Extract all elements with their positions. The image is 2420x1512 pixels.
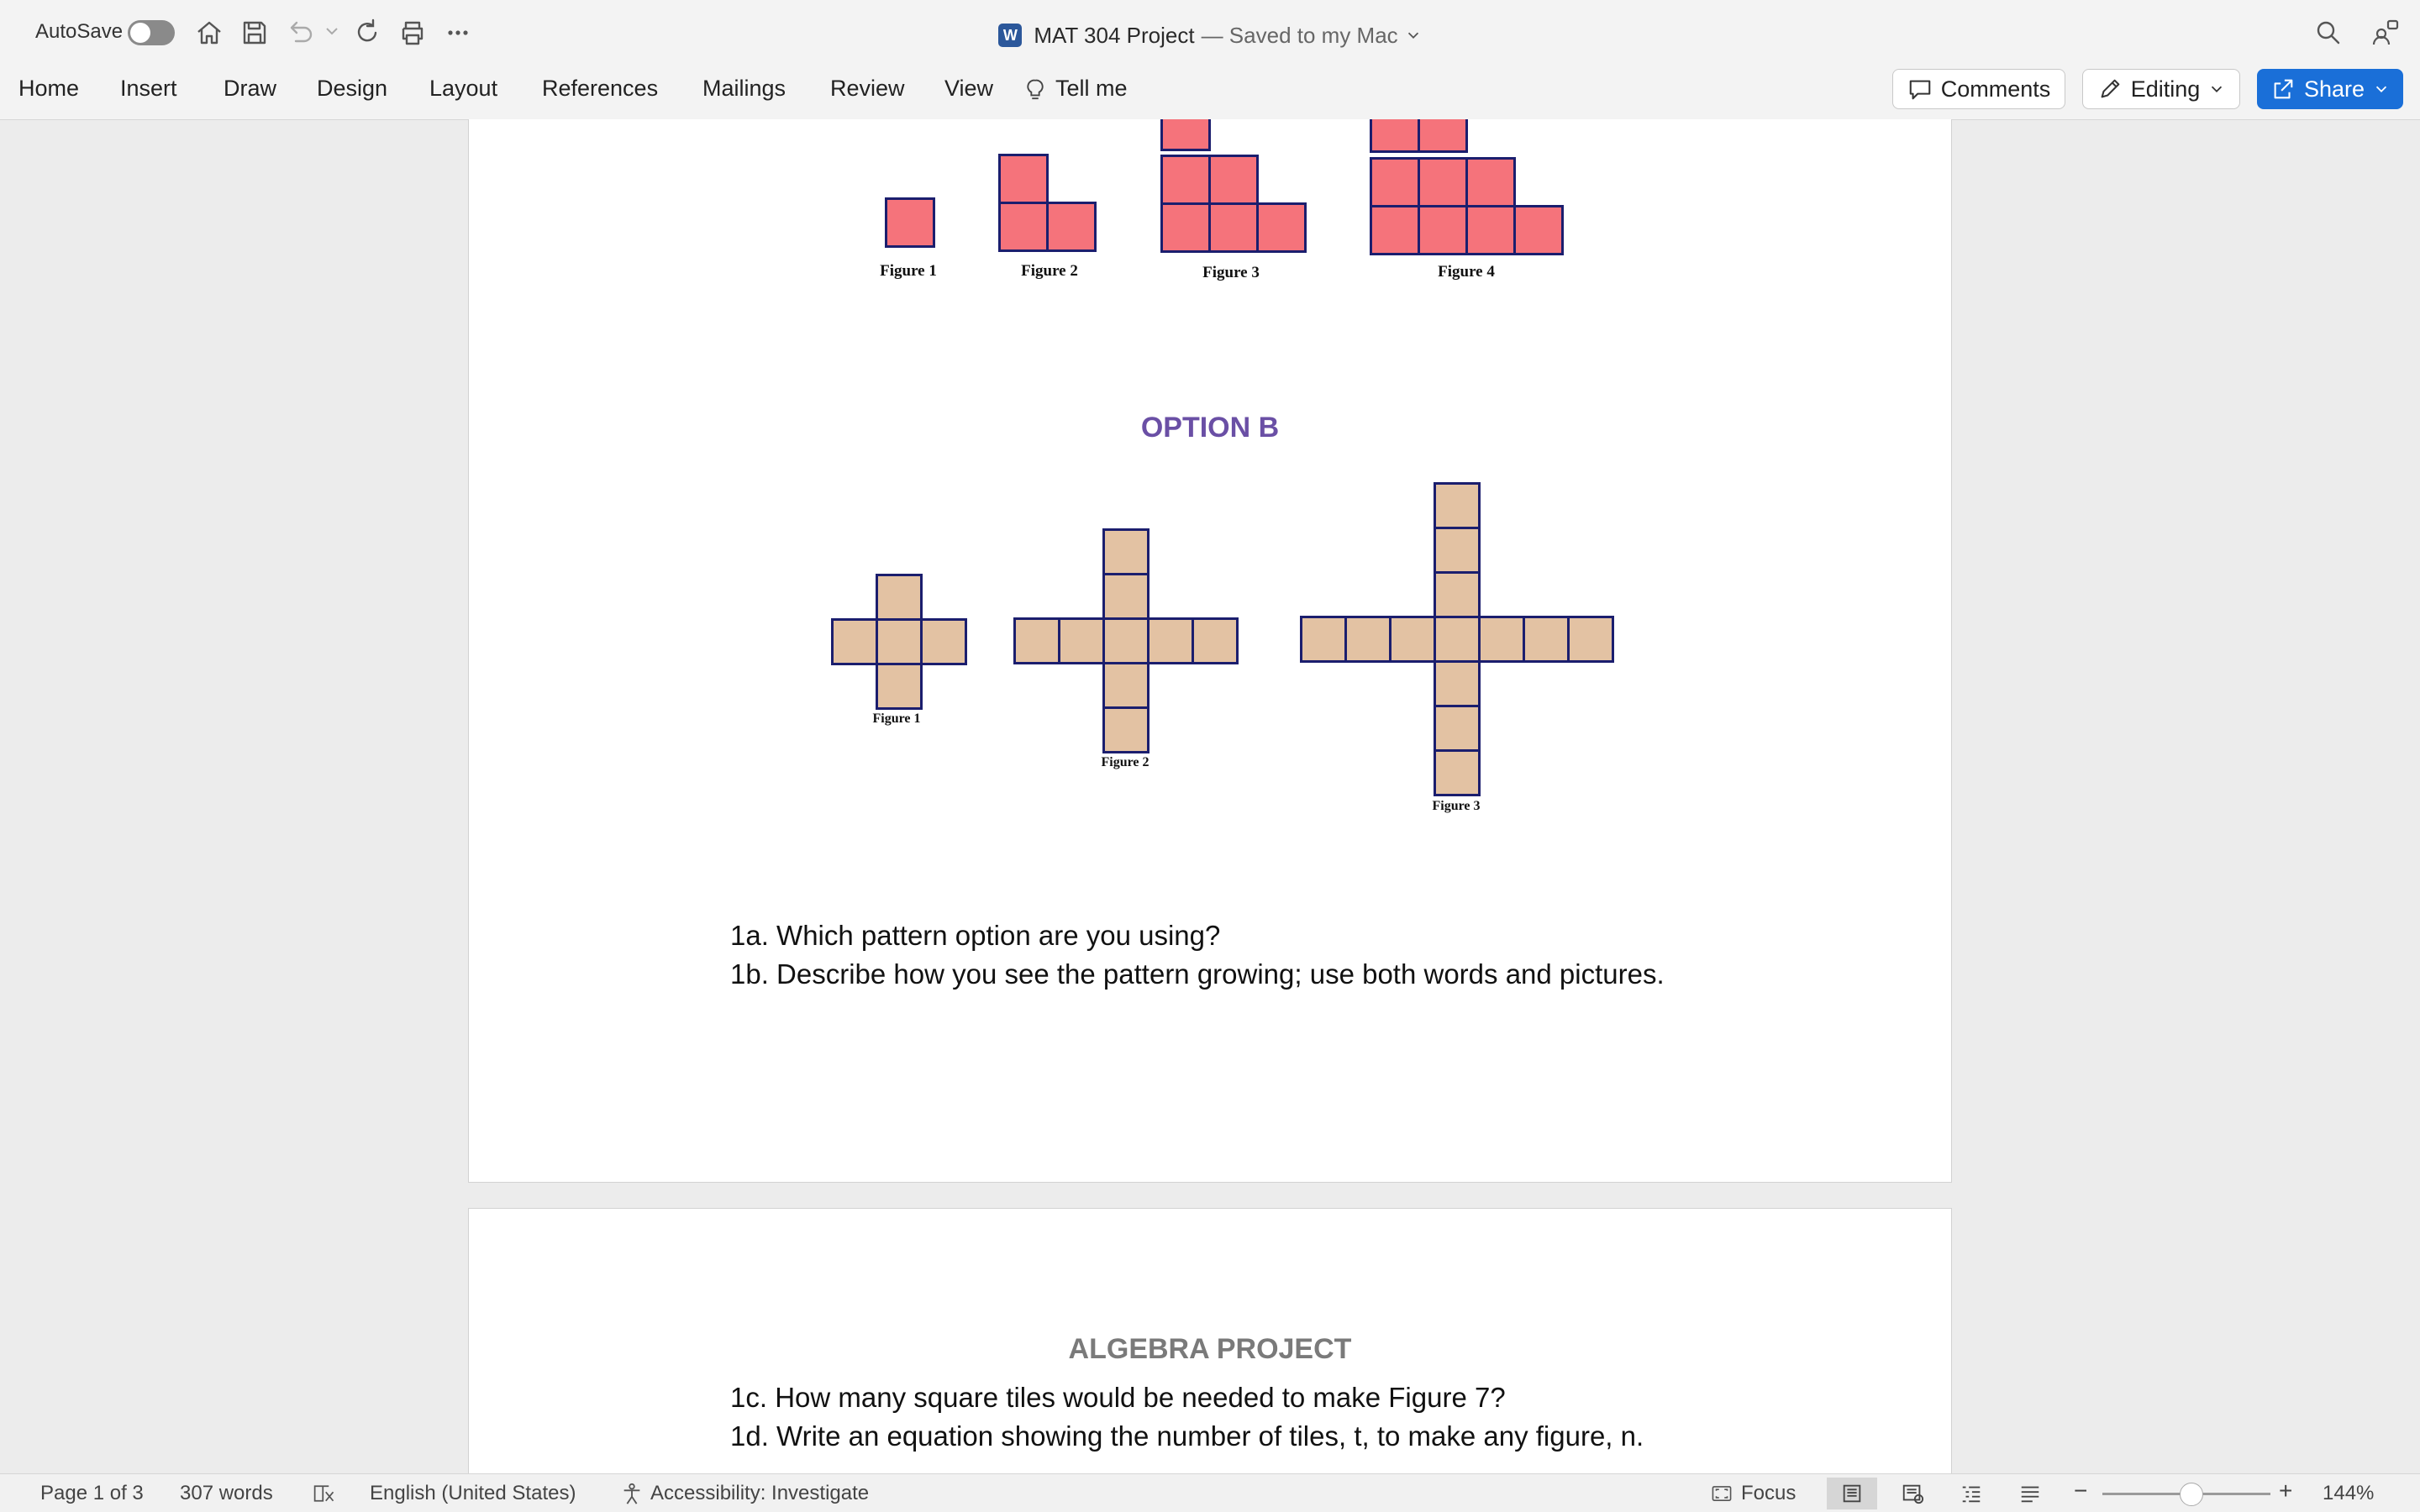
option-b-tile: [1389, 616, 1436, 663]
editing-label: Editing: [2130, 76, 2201, 102]
print-layout-icon: [1839, 1482, 1865, 1505]
option-b-figure-2-label: Figure 2: [1101, 755, 1150, 769]
document-name: MAT 304 Project: [1034, 22, 1195, 48]
option-a-figure-1-label: Figure 1: [880, 262, 937, 280]
zoom-in-button[interactable]: +: [2279, 1478, 2293, 1504]
tab-view[interactable]: View: [944, 76, 994, 101]
zoom-slider-thumb[interactable]: [2180, 1483, 2203, 1506]
question-1b: 1b. Describe how you see the pattern growing; use both words and pictures.: [730, 958, 1665, 990]
option-a-tile: [1256, 202, 1307, 253]
option-b-tile: [1102, 662, 1150, 709]
web-layout-view-button[interactable]: [1887, 1478, 1938, 1509]
option-b-tile: [1344, 616, 1392, 663]
chevron-down-icon: [1405, 27, 1422, 44]
word-document-icon: W: [998, 24, 1022, 47]
toggle-knob: [130, 23, 150, 43]
option-b-tile: [1434, 660, 1481, 707]
option-b-tile: [1434, 616, 1481, 663]
web-layout-icon: [1900, 1482, 1925, 1505]
document-page-2[interactable]: [468, 1208, 1952, 1477]
algebra-project-heading: ALGEBRA PROJECT: [1068, 1333, 1352, 1365]
comments-button[interactable]: [1892, 69, 2065, 109]
status-bar: [0, 1473, 2420, 1512]
option-a-tile: [1046, 202, 1097, 252]
undo-icon[interactable]: [284, 17, 316, 49]
option-a-figure-4-label: Figure 4: [1438, 263, 1495, 281]
tab-insert[interactable]: Insert: [120, 76, 177, 101]
chevron-down-icon: [2208, 81, 2225, 97]
home-icon[interactable]: [193, 17, 225, 49]
option-b-tile: [876, 574, 923, 621]
option-b-tile: [1478, 616, 1525, 663]
option-b-tile: [1058, 617, 1105, 664]
option-b-tile: [1102, 617, 1150, 664]
book-icon: [311, 1482, 338, 1505]
option-a-tile: [1160, 119, 1211, 151]
option-a-tile: [1370, 205, 1420, 255]
option-a-tile: [1370, 119, 1420, 153]
tab-design[interactable]: Design: [317, 76, 388, 101]
option-b-tile: [1434, 571, 1481, 618]
tell-me-label: Tell me: [1055, 76, 1128, 101]
option-b-tile: [1434, 705, 1481, 752]
zoom-level[interactable]: 144%: [2323, 1482, 2375, 1504]
question-1a: 1a. Which pattern option are you using?: [730, 920, 1221, 951]
language-indicator[interactable]: English (United States): [370, 1482, 576, 1504]
save-status: — Saved to my Mac: [1201, 22, 1398, 48]
option-a-tile: [1418, 119, 1468, 153]
save-icon[interactable]: [239, 17, 271, 49]
outline-view-button[interactable]: [1946, 1478, 1996, 1509]
autosave-toggle[interactable]: [128, 20, 175, 45]
option-b-tile: [876, 663, 923, 710]
focus-icon: [1709, 1483, 1734, 1504]
option-a-tile: [1160, 202, 1211, 253]
option-a-tile: [1418, 157, 1468, 207]
comment-icon: [1907, 76, 1933, 102]
option-a-figure-2-label: Figure 2: [1021, 262, 1078, 280]
focus-label: Focus: [1741, 1482, 1797, 1504]
tab-layout[interactable]: Layout: [429, 76, 498, 101]
zoom-out-button[interactable]: −: [2074, 1478, 2088, 1504]
share-button[interactable]: [2257, 69, 2403, 109]
draft-view-button[interactable]: [2005, 1478, 2055, 1509]
editing-mode-button[interactable]: [2082, 69, 2240, 109]
pencil-icon: [2097, 76, 2123, 102]
option-b-figure-3-label: Figure 3: [1432, 799, 1481, 813]
tab-mailings[interactable]: Mailings: [702, 76, 786, 101]
option-b-tile: [1300, 616, 1347, 663]
search-icon[interactable]: [2312, 17, 2344, 49]
proofing-icon[interactable]: [311, 1482, 338, 1505]
option-a-tile: [1465, 157, 1516, 207]
option-a-tile: [1465, 205, 1516, 255]
document-title-button[interactable]: [998, 23, 1421, 49]
option-a-figure-3-label: Figure 3: [1202, 264, 1260, 281]
word-count[interactable]: 307 words: [180, 1482, 273, 1504]
focus-mode-button[interactable]: [1709, 1482, 1796, 1505]
document-page-1[interactable]: [468, 119, 1952, 1183]
more-options-icon[interactable]: [442, 17, 474, 49]
title-bar: [0, 0, 2420, 66]
option-a-tile: [1370, 157, 1420, 207]
option-a-tile: [1208, 202, 1259, 253]
tell-me-search[interactable]: [1023, 76, 1128, 102]
option-b-tile: [1102, 528, 1150, 575]
autosave-label: AutoSave: [35, 20, 124, 43]
tab-review[interactable]: Review: [830, 76, 905, 101]
tab-draw[interactable]: Draw: [224, 76, 277, 101]
option-a-tile: [885, 197, 935, 248]
lightbulb-icon: [1023, 76, 1047, 102]
share-icon: [2270, 76, 2296, 102]
option-b-tile: [1567, 616, 1614, 663]
option-a-tile: [998, 154, 1049, 204]
option-b-tile: [831, 618, 878, 665]
chevron-down-icon: [2373, 81, 2390, 97]
share-label: Share: [2303, 76, 2365, 102]
option-a-tile: [1160, 155, 1211, 205]
tab-references[interactable]: References: [542, 76, 659, 101]
option-b-tile: [1434, 749, 1481, 796]
print-icon[interactable]: [397, 17, 429, 49]
page-count[interactable]: Page 1 of 3: [40, 1482, 144, 1504]
option-b-tile: [1434, 527, 1481, 574]
question-1c: 1c. How many square tiles would be needed to make Figure 7?: [730, 1382, 1506, 1413]
option-b-tile: [1192, 617, 1239, 664]
print-layout-view-button[interactable]: [1827, 1478, 1877, 1509]
accessibility-label: Accessibility: Investigate: [650, 1482, 870, 1504]
option-b-tile: [1013, 617, 1060, 664]
share-people-icon[interactable]: [2370, 17, 2402, 49]
ribbon-tabs: [0, 66, 2420, 120]
accessibility-checker[interactable]: [620, 1482, 869, 1505]
redo-icon[interactable]: [351, 17, 383, 49]
option-b-tile: [920, 618, 967, 665]
option-b-tile: [1523, 616, 1570, 663]
option-a-tile: [1208, 155, 1259, 205]
option-b-figure-1-label: Figure 1: [872, 711, 921, 726]
option-b-tile: [1434, 482, 1481, 529]
option-a-tile: [1418, 205, 1468, 255]
question-1d: 1d. Write an equation showing the number of tiles, t, to make any figure, n.: [730, 1420, 1644, 1452]
option-b-heading: OPTION B: [1140, 412, 1280, 444]
tab-home[interactable]: Home: [18, 76, 80, 101]
draft-icon: [2018, 1482, 2043, 1505]
option-b-tile: [1102, 573, 1150, 620]
option-b-tile: [876, 618, 923, 665]
accessibility-icon: [620, 1482, 644, 1505]
option-b-tile: [1147, 617, 1194, 664]
comments-label: Comments: [1940, 76, 2051, 102]
undo-dropdown-icon[interactable]: [323, 22, 341, 40]
option-a-tile: [998, 202, 1049, 252]
outline-icon: [1959, 1482, 1984, 1505]
option-a-tile: [1513, 205, 1564, 255]
option-b-tile: [1102, 706, 1150, 753]
